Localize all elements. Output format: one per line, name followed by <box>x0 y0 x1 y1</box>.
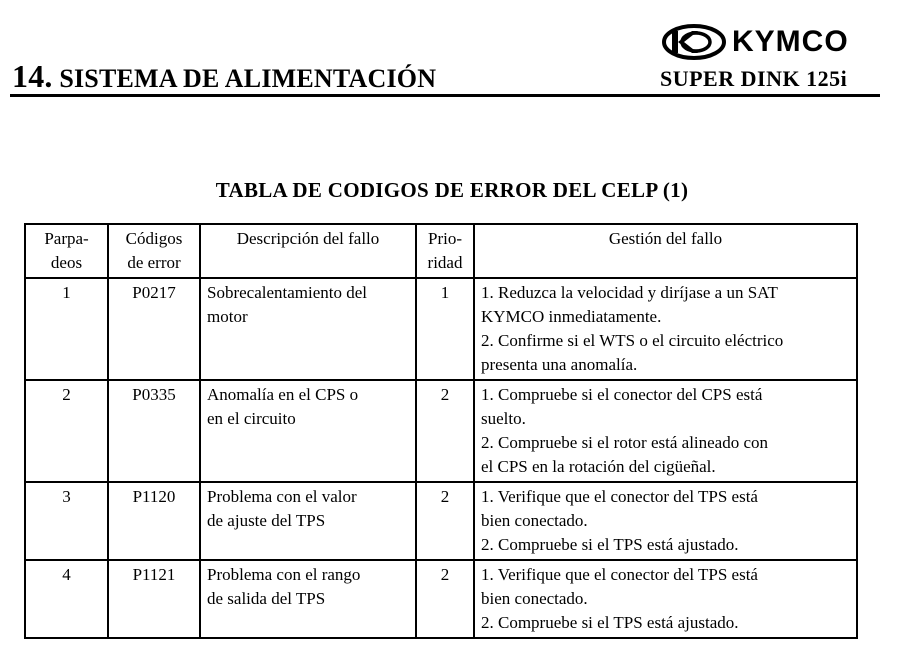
kymco-logo <box>662 22 849 62</box>
chapter-title-text: SISTEMA DE ALIMENTACIÓN <box>59 64 437 93</box>
table-row <box>25 482 857 560</box>
chapter-title <box>12 58 436 95</box>
table-row <box>25 380 857 482</box>
management-cell <box>474 482 857 560</box>
code-cell: P1121 <box>108 560 200 638</box>
cell-text-line: 2. Compruebe si el TPS está ajustado. <box>481 613 739 632</box>
cell-text-line: Prio- <box>428 229 462 248</box>
management-cell <box>474 560 857 638</box>
blinks-cell: 1 <box>25 278 108 380</box>
cell-text-line: KYMCO inmediatamente. <box>481 307 662 326</box>
description-cell <box>200 278 416 380</box>
management-cell <box>474 380 857 482</box>
code-cell: P0335 <box>108 380 200 482</box>
page-header <box>0 0 904 100</box>
cell-text-line: Problema con el valor <box>207 487 357 506</box>
cell-text-line: el CPS en la rotación del cigüeñal. <box>481 457 716 476</box>
table-row <box>25 278 857 380</box>
cell-text-line: de error <box>127 253 181 272</box>
priority-cell: 2 <box>416 482 474 560</box>
column-header-code <box>108 224 200 278</box>
cell-text-line: 2. Confirme si el WTS o el circuito eléctrico <box>481 331 784 350</box>
cell-text-line: presenta una anomalía. <box>481 355 638 374</box>
cell-text-line: de ajuste del TPS <box>207 511 326 530</box>
cell-text-line: bien conectado. <box>481 511 588 530</box>
cell-text-line: deos <box>50 253 83 272</box>
cell-text-line: 1. Compruebe si el conector del CPS está <box>481 385 763 404</box>
priority-cell: 2 <box>416 380 474 482</box>
column-header-management <box>474 224 857 278</box>
cell-text-line: 1. Verifique que el conector del TPS está <box>481 565 758 584</box>
table-row <box>25 560 857 638</box>
model-name: SUPER DINK 125i <box>660 66 848 91</box>
table-header-row <box>25 224 857 278</box>
cell-text-line: Códigos <box>125 229 183 248</box>
cell-text-line: Gestión del fallo <box>608 229 723 248</box>
priority-cell: 1 <box>416 278 474 380</box>
code-cell: P0217 <box>108 278 200 380</box>
chapter-number: 14. <box>12 58 53 94</box>
priority-cell: 2 <box>416 560 474 638</box>
blinks-cell: 3 <box>25 482 108 560</box>
cell-text-line: Sobrecalentamiento del <box>207 283 368 302</box>
cell-text-line: Anomalía en el CPS o <box>207 385 359 404</box>
description-cell <box>200 482 416 560</box>
table-title: TABLA DE CODIGOS DE ERROR DEL CELP (1) <box>215 178 689 202</box>
cell-text-line: 1. Verifique que el conector del TPS está <box>481 487 758 506</box>
cell-text-line: suelto. <box>481 409 526 428</box>
cell-text-line: Problema con el rango <box>207 565 361 584</box>
description-cell <box>200 380 416 482</box>
cell-text-line: 1. Reduzca la velocidad y diríjase a un SAT <box>481 283 778 302</box>
description-cell <box>200 560 416 638</box>
management-cell <box>474 278 857 380</box>
cell-text-line: 2. Compruebe si el TPS está ajustado. <box>481 535 739 554</box>
error-code-table <box>24 223 858 639</box>
cell-text-line: bien conectado. <box>481 589 588 608</box>
code-cell: P1120 <box>108 482 200 560</box>
cell-text-line: Parpa- <box>44 229 89 248</box>
cell-text-line: Descripción del fallo <box>236 229 380 248</box>
column-header-priority <box>416 224 474 278</box>
cell-text-line: de salida del TPS <box>207 589 326 608</box>
blinks-cell: 2 <box>25 380 108 482</box>
column-header-blinks <box>25 224 108 278</box>
cell-text-line: en el circuito <box>207 409 296 428</box>
cell-text-line: ridad <box>427 253 463 272</box>
kymco-logo-icon <box>662 24 726 60</box>
brand-name: KYMCO <box>732 25 849 58</box>
header-divider <box>10 94 880 97</box>
column-header-description <box>200 224 416 278</box>
blinks-cell: 4 <box>25 560 108 638</box>
cell-text-line: 2. Compruebe si el rotor está alineado con <box>481 433 769 452</box>
cell-text-line: motor <box>207 307 248 326</box>
